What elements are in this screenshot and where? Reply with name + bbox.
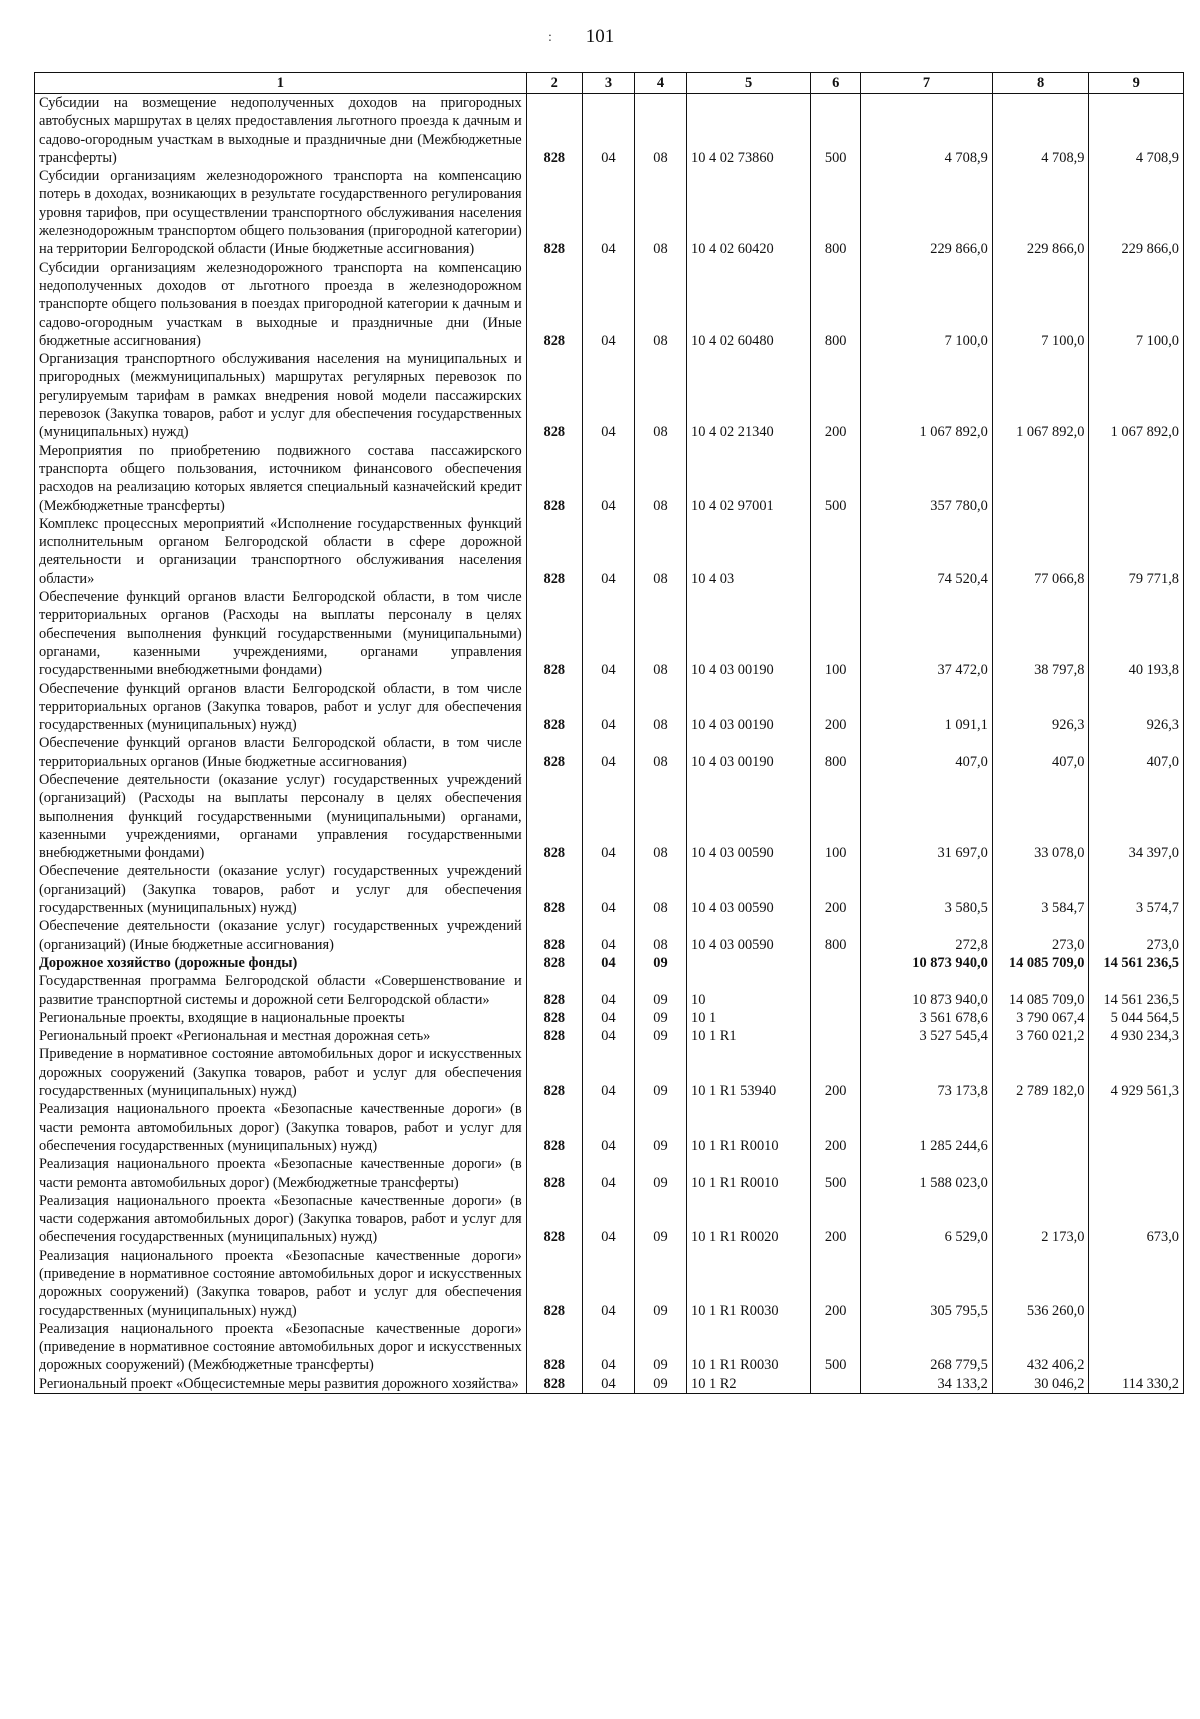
- admin-code: 828: [526, 1320, 582, 1375]
- column-header-4: 4: [634, 73, 686, 94]
- row-name: Обеспечение деятельности (оказание услуг) государственных учреждений (организаций) (Расходы на выплаты персоналу в целях обеспечения выполнения функций государственными (муниципальными) органами, казенными учреждениями, органами управления государственными внебюджетными фондами): [35, 771, 527, 862]
- section-code: 04: [582, 350, 634, 441]
- table-row: [35, 1009, 1184, 1027]
- section-code: 04: [582, 680, 634, 735]
- admin-code: 828: [526, 259, 582, 350]
- amount-year-3: 7 100,0: [1089, 259, 1184, 350]
- amount-year-2: 30 046,2: [992, 1375, 1089, 1394]
- section-code: 04: [582, 1009, 634, 1027]
- amount-year-3: [1089, 1247, 1184, 1320]
- amount-year-2: 407,0: [992, 734, 1089, 771]
- target-item-code: 10 4 03 00590: [687, 862, 811, 917]
- section-code: 04: [582, 259, 634, 350]
- row-name: Обеспечение деятельности (оказание услуг) государственных учреждений (организаций) (Иные бюджетные ассигнования): [35, 917, 527, 954]
- admin-code: 828: [526, 1045, 582, 1100]
- admin-code: 828: [526, 442, 582, 515]
- target-item-code: 10 1 R1 R0020: [687, 1192, 811, 1247]
- admin-code: 828: [526, 167, 582, 258]
- amount-year-2: 3 790 067,4: [992, 1009, 1089, 1027]
- subsection-code: 09: [634, 954, 686, 972]
- section-code: 04: [582, 442, 634, 515]
- section-code: 04: [582, 515, 634, 588]
- row-name: Региональный проект «Региональная и местная дорожная сеть»: [35, 1027, 527, 1045]
- table-row: [35, 515, 1184, 588]
- amount-year-2: 1 067 892,0: [992, 350, 1089, 441]
- row-name: Реализация национального проекта «Безопасные качественные дороги» (в части ремонта автомобильных дорог) (Межбюджетные трансферты): [35, 1155, 527, 1192]
- subsection-code: 08: [634, 350, 686, 441]
- row-name: Обеспечение функций органов власти Белгородской области, в том числе территориальных органов (Закупка товаров, работ и услуг для обеспечения государственных (муниципальных) нужд): [35, 680, 527, 735]
- expense-type-code: 100: [811, 771, 861, 862]
- amount-year-3: 5 044 564,5: [1089, 1009, 1184, 1027]
- amount-year-1: 6 529,0: [861, 1192, 993, 1247]
- expense-type-code: 200: [811, 1247, 861, 1320]
- target-item-code: 10 4 03 00190: [687, 588, 811, 679]
- section-code: 04: [582, 1100, 634, 1155]
- expense-type-code: 200: [811, 350, 861, 441]
- column-header-8: 8: [992, 73, 1089, 94]
- subsection-code: 09: [634, 1320, 686, 1375]
- amount-year-2: 536 260,0: [992, 1247, 1089, 1320]
- target-item-code: 10 4 03 00190: [687, 680, 811, 735]
- amount-year-1: 407,0: [861, 734, 993, 771]
- admin-code: 828: [526, 1192, 582, 1247]
- target-item-code: [687, 954, 811, 972]
- row-name: Субсидии организациям железнодорожного транспорта на компенсацию потерь в доходах, возникающих в результате государственного регулирования уровня тарифов, при осуществлении транспортного обслуживания населения железнодорожным транспортом общего пользования (пригородной категории) на территории Белгородской области (Иные бюджетные ассигнования): [35, 167, 527, 258]
- target-item-code: 10 4 02 21340: [687, 350, 811, 441]
- expense-type-code: [811, 1027, 861, 1045]
- amount-year-1: 4 708,9: [861, 94, 993, 168]
- target-item-code: 10 1 R1 R0030: [687, 1320, 811, 1375]
- target-item-code: 10: [687, 972, 811, 1009]
- expense-type-code: [811, 1009, 861, 1027]
- subsection-code: 08: [634, 771, 686, 862]
- row-name: Реализация национального проекта «Безопасные качественные дороги» (приведение в нормативное состояние автомобильных дорог и искусственных дорожных сооружений) (Межбюджетные трансферты): [35, 1320, 527, 1375]
- amount-year-1: 37 472,0: [861, 588, 993, 679]
- expense-type-code: 100: [811, 588, 861, 679]
- target-item-code: 10 4 03 00590: [687, 771, 811, 862]
- table-row: [35, 972, 1184, 1009]
- section-code: 04: [582, 734, 634, 771]
- table-body: [35, 94, 1184, 1394]
- amount-year-2: 229 866,0: [992, 167, 1089, 258]
- expense-type-code: 800: [811, 734, 861, 771]
- target-item-code: 10 4 02 73860: [687, 94, 811, 168]
- row-name: Реализация национального проекта «Безопасные качественные дороги» (приведение в нормативное состояние автомобильных дорог и искусственных дорожных сооружений) (Закупка товаров, работ и услуг для обеспечения государственных (муниципальных) нужд): [35, 1247, 527, 1320]
- amount-year-2: [992, 1155, 1089, 1192]
- section-code: 04: [582, 1192, 634, 1247]
- expense-type-code: 500: [811, 442, 861, 515]
- amount-year-1: 229 866,0: [861, 167, 993, 258]
- amount-year-3: 926,3: [1089, 680, 1184, 735]
- amount-year-2: 3 584,7: [992, 862, 1089, 917]
- table-row: [35, 917, 1184, 954]
- target-item-code: 10 1 R1 53940: [687, 1045, 811, 1100]
- target-item-code: 10 4 03: [687, 515, 811, 588]
- amount-year-2: 273,0: [992, 917, 1089, 954]
- amount-year-1: 73 173,8: [861, 1045, 993, 1100]
- subsection-code: 09: [634, 1045, 686, 1100]
- table-row: [35, 259, 1184, 350]
- amount-year-3: [1089, 1100, 1184, 1155]
- amount-year-2: 14 085 709,0: [992, 954, 1089, 972]
- amount-year-1: 3 580,5: [861, 862, 993, 917]
- admin-code: 828: [526, 1155, 582, 1192]
- table-row: [35, 862, 1184, 917]
- amount-year-2: 926,3: [992, 680, 1089, 735]
- target-item-code: 10 1 R1 R0010: [687, 1155, 811, 1192]
- expense-type-code: 200: [811, 1100, 861, 1155]
- amount-year-2: 3 760 021,2: [992, 1027, 1089, 1045]
- amount-year-3: 40 193,8: [1089, 588, 1184, 679]
- target-item-code: 10 1 R1: [687, 1027, 811, 1045]
- amount-year-2: [992, 442, 1089, 515]
- expense-type-code: [811, 954, 861, 972]
- section-code: 04: [582, 972, 634, 1009]
- row-name: Обеспечение функций органов власти Белгородской области, в том числе территориальных органов (Иные бюджетные ассигнования): [35, 734, 527, 771]
- admin-code: 828: [526, 680, 582, 735]
- table-row: [35, 1192, 1184, 1247]
- table-row: [35, 1155, 1184, 1192]
- amount-year-1: 3 527 545,4: [861, 1027, 993, 1045]
- amount-year-3: 673,0: [1089, 1192, 1184, 1247]
- row-name: Обеспечение функций органов власти Белгородской области, в том числе территориальных органов (Расходы на выплаты персоналу в целях обеспечения выполнения функций государственными (муниципальными) органами, казенными учреждениями, органами управления государственными внебюджетными фондами): [35, 588, 527, 679]
- column-header-1: 1: [35, 73, 527, 94]
- row-name: Мероприятия по приобретению подвижного состава пассажирского транспорта общего пользования, источником финансового обеспечения расходов на реализацию которых является специальный казначейский кредит (Межбюджетные трансферты): [35, 442, 527, 515]
- admin-code: 828: [526, 515, 582, 588]
- expense-type-code: 200: [811, 1192, 861, 1247]
- admin-code: 828: [526, 1100, 582, 1155]
- subsection-code: 09: [634, 1009, 686, 1027]
- amount-year-2: 38 797,8: [992, 588, 1089, 679]
- table-row: [35, 954, 1184, 972]
- target-item-code: 10 4 02 60420: [687, 167, 811, 258]
- row-name: Реализация национального проекта «Безопасные качественные дороги» (в части ремонта автомобильных дорог) (Закупка товаров, работ и услуг для обеспечения государственных (муниципальных) нужд): [35, 1100, 527, 1155]
- table-row: [35, 1027, 1184, 1045]
- row-name: Субсидии на возмещение недополученных доходов на пригородных автобусных маршрутах в целях предоставления льготного проезда к дачным и садово-огородным участкам в выходные и праздничные дни (Межбюджетные трансферты): [35, 94, 527, 168]
- amount-year-1: 1 067 892,0: [861, 350, 993, 441]
- section-code: 04: [582, 1247, 634, 1320]
- table-row: [35, 442, 1184, 515]
- amount-year-2: 7 100,0: [992, 259, 1089, 350]
- subsection-code: 08: [634, 515, 686, 588]
- subsection-code: 08: [634, 680, 686, 735]
- target-item-code: 10 1 R1 R0010: [687, 1100, 811, 1155]
- amount-year-1: 268 779,5: [861, 1320, 993, 1375]
- target-item-code: 10 4 03 00590: [687, 917, 811, 954]
- row-name: Комплекс процессных мероприятий «Исполнение государственных функций исполнительным органом Белгородской области в сфере дорожной деятельности и организации транспортного обслуживания населения области»: [35, 515, 527, 588]
- header-row: [35, 73, 1184, 94]
- row-name: Организация транспортного обслуживания населения на муниципальных и пригородных (межмуниципальных) маршрутах регулярных перевозок по регулируемым тарифам в рамках внедрения новой модели пассажирских перевозок (Закупка товаров, работ и услуг для обеспечения государственных (муниципальных) нужд): [35, 350, 527, 441]
- amount-year-1: 272,8: [861, 917, 993, 954]
- row-name: Приведение в нормативное состояние автомобильных дорог и искусственных дорожных сооружений (Закупка товаров, работ и услуг для обеспечения государственных (муниципальных) нужд): [35, 1045, 527, 1100]
- section-code: 04: [582, 862, 634, 917]
- amount-year-3: [1089, 442, 1184, 515]
- subsection-code: 09: [634, 1100, 686, 1155]
- target-item-code: 10 1 R2: [687, 1375, 811, 1394]
- scan-speck: :: [548, 30, 552, 45]
- amount-year-3: 229 866,0: [1089, 167, 1184, 258]
- row-name: Субсидии организациям железнодорожного транспорта на компенсацию недополученных доходов от льготного проезда в железнодорожном транспорте общего пользования в поездах пригородной категории к дачным и садово-огородным участкам в выходные и праздничные дни (Иные бюджетные ассигнования): [35, 259, 527, 350]
- subsection-code: 08: [634, 734, 686, 771]
- admin-code: 828: [526, 734, 582, 771]
- budget-table: [34, 72, 1184, 1394]
- amount-year-2: 432 406,2: [992, 1320, 1089, 1375]
- amount-year-1: 305 795,5: [861, 1247, 993, 1320]
- expense-type-code: [811, 1375, 861, 1394]
- subsection-code: 08: [634, 862, 686, 917]
- row-name: Региональные проекты, входящие в национальные проекты: [35, 1009, 527, 1027]
- table-row: [35, 771, 1184, 862]
- amount-year-3: 407,0: [1089, 734, 1184, 771]
- admin-code: 828: [526, 94, 582, 168]
- section-code: 04: [582, 1027, 634, 1045]
- subsection-code: 09: [634, 1027, 686, 1045]
- amount-year-3: 4 929 561,3: [1089, 1045, 1184, 1100]
- section-code: 04: [582, 917, 634, 954]
- amount-year-3: 3 574,7: [1089, 862, 1184, 917]
- table-row: [35, 680, 1184, 735]
- amount-year-1: 74 520,4: [861, 515, 993, 588]
- subsection-code: 09: [634, 972, 686, 1009]
- section-code: 04: [582, 588, 634, 679]
- admin-code: 828: [526, 1375, 582, 1394]
- amount-year-1: 34 133,2: [861, 1375, 993, 1394]
- amount-year-3: 273,0: [1089, 917, 1184, 954]
- admin-code: 828: [526, 1009, 582, 1027]
- subsection-code: 08: [634, 588, 686, 679]
- admin-code: 828: [526, 1247, 582, 1320]
- section-code: 04: [582, 771, 634, 862]
- expense-type-code: 500: [811, 1320, 861, 1375]
- target-item-code: 10 1 R1 R0030: [687, 1247, 811, 1320]
- section-code: 04: [582, 1155, 634, 1192]
- amount-year-1: 10 873 940,0: [861, 954, 993, 972]
- column-header-7: 7: [861, 73, 993, 94]
- expense-type-code: 200: [811, 680, 861, 735]
- section-code: 04: [582, 94, 634, 168]
- amount-year-1: 1 588 023,0: [861, 1155, 993, 1192]
- section-code: 04: [582, 954, 634, 972]
- amount-year-2: 77 066,8: [992, 515, 1089, 588]
- subsection-code: 09: [634, 1155, 686, 1192]
- admin-code: 828: [526, 588, 582, 679]
- table-row: [35, 350, 1184, 441]
- section-code: 04: [582, 1375, 634, 1394]
- expense-type-code: 800: [811, 167, 861, 258]
- target-item-code: 10 4 02 97001: [687, 442, 811, 515]
- table-row: [35, 1045, 1184, 1100]
- admin-code: 828: [526, 1027, 582, 1045]
- expense-type-code: 200: [811, 862, 861, 917]
- section-code: 04: [582, 167, 634, 258]
- expense-type-code: 200: [811, 1045, 861, 1100]
- admin-code: 828: [526, 350, 582, 441]
- admin-code: 828: [526, 972, 582, 1009]
- amount-year-3: 14 561 236,5: [1089, 954, 1184, 972]
- expense-type-code: 500: [811, 94, 861, 168]
- section-code: 04: [582, 1045, 634, 1100]
- subsection-code: 08: [634, 259, 686, 350]
- subsection-code: 09: [634, 1247, 686, 1320]
- subsection-code: 09: [634, 1375, 686, 1394]
- expense-type-code: [811, 972, 861, 1009]
- admin-code: 828: [526, 862, 582, 917]
- admin-code: 828: [526, 771, 582, 862]
- amount-year-3: 114 330,2: [1089, 1375, 1184, 1394]
- row-name: Государственная программа Белгородской области «Совершенствование и развитие транспортной системы и дорожной сети Белгородской области»: [35, 972, 527, 1009]
- table-row: [35, 94, 1184, 168]
- amount-year-1: 3 561 678,6: [861, 1009, 993, 1027]
- subsection-code: 08: [634, 94, 686, 168]
- amount-year-1: 7 100,0: [861, 259, 993, 350]
- section-code: 04: [582, 1320, 634, 1375]
- amount-year-1: 10 873 940,0: [861, 972, 993, 1009]
- table-row: [35, 588, 1184, 679]
- amount-year-3: 4 930 234,3: [1089, 1027, 1184, 1045]
- expense-type-code: 500: [811, 1155, 861, 1192]
- amount-year-3: [1089, 1320, 1184, 1375]
- amount-year-2: 2 789 182,0: [992, 1045, 1089, 1100]
- amount-year-2: [992, 1100, 1089, 1155]
- amount-year-1: 1 091,1: [861, 680, 993, 735]
- table-row: [35, 1320, 1184, 1375]
- target-item-code: 10 4 02 60480: [687, 259, 811, 350]
- amount-year-1: 31 697,0: [861, 771, 993, 862]
- admin-code: 828: [526, 954, 582, 972]
- target-item-code: 10 1: [687, 1009, 811, 1027]
- amount-year-2: 33 078,0: [992, 771, 1089, 862]
- row-name: Региональный проект «Общесистемные меры развития дорожного хозяйства»: [35, 1375, 527, 1394]
- amount-year-2: 14 085 709,0: [992, 972, 1089, 1009]
- column-header-9: 9: [1089, 73, 1184, 94]
- column-header-2: 2: [526, 73, 582, 94]
- row-name: Обеспечение деятельности (оказание услуг) государственных учреждений (организаций) (Закупка товаров, работ и услуг для обеспечения государственных (муниципальных) нужд): [35, 862, 527, 917]
- row-name: Реализация национального проекта «Безопасные качественные дороги» (в части содержания автомобильных дорог) (Закупка товаров, работ и услуг для обеспечения государственных (муниципальных) нужд): [35, 1192, 527, 1247]
- table-row: [35, 167, 1184, 258]
- table-row: [35, 1100, 1184, 1155]
- amount-year-3: 79 771,8: [1089, 515, 1184, 588]
- amount-year-3: [1089, 1155, 1184, 1192]
- amount-year-3: 4 708,9: [1089, 94, 1184, 168]
- table-row: [35, 1375, 1184, 1394]
- row-name: Дорожное хозяйство (дорожные фонды): [35, 954, 527, 972]
- column-header-6: 6: [811, 73, 861, 94]
- amount-year-3: 34 397,0: [1089, 771, 1184, 862]
- page-number: 101: [585, 26, 615, 47]
- amount-year-2: 2 173,0: [992, 1192, 1089, 1247]
- expense-type-code: 800: [811, 917, 861, 954]
- subsection-code: 08: [634, 167, 686, 258]
- subsection-code: 09: [634, 1192, 686, 1247]
- subsection-code: 08: [634, 917, 686, 954]
- amount-year-3: 1 067 892,0: [1089, 350, 1184, 441]
- amount-year-2: 4 708,9: [992, 94, 1089, 168]
- amount-year-3: 14 561 236,5: [1089, 972, 1184, 1009]
- amount-year-1: 357 780,0: [861, 442, 993, 515]
- expense-type-code: [811, 515, 861, 588]
- admin-code: 828: [526, 917, 582, 954]
- amount-year-1: 1 285 244,6: [861, 1100, 993, 1155]
- subsection-code: 08: [634, 442, 686, 515]
- expense-type-code: 800: [811, 259, 861, 350]
- target-item-code: 10 4 03 00190: [687, 734, 811, 771]
- column-header-3: 3: [582, 73, 634, 94]
- table-row: [35, 734, 1184, 771]
- column-header-5: 5: [687, 73, 811, 94]
- table-row: [35, 1247, 1184, 1320]
